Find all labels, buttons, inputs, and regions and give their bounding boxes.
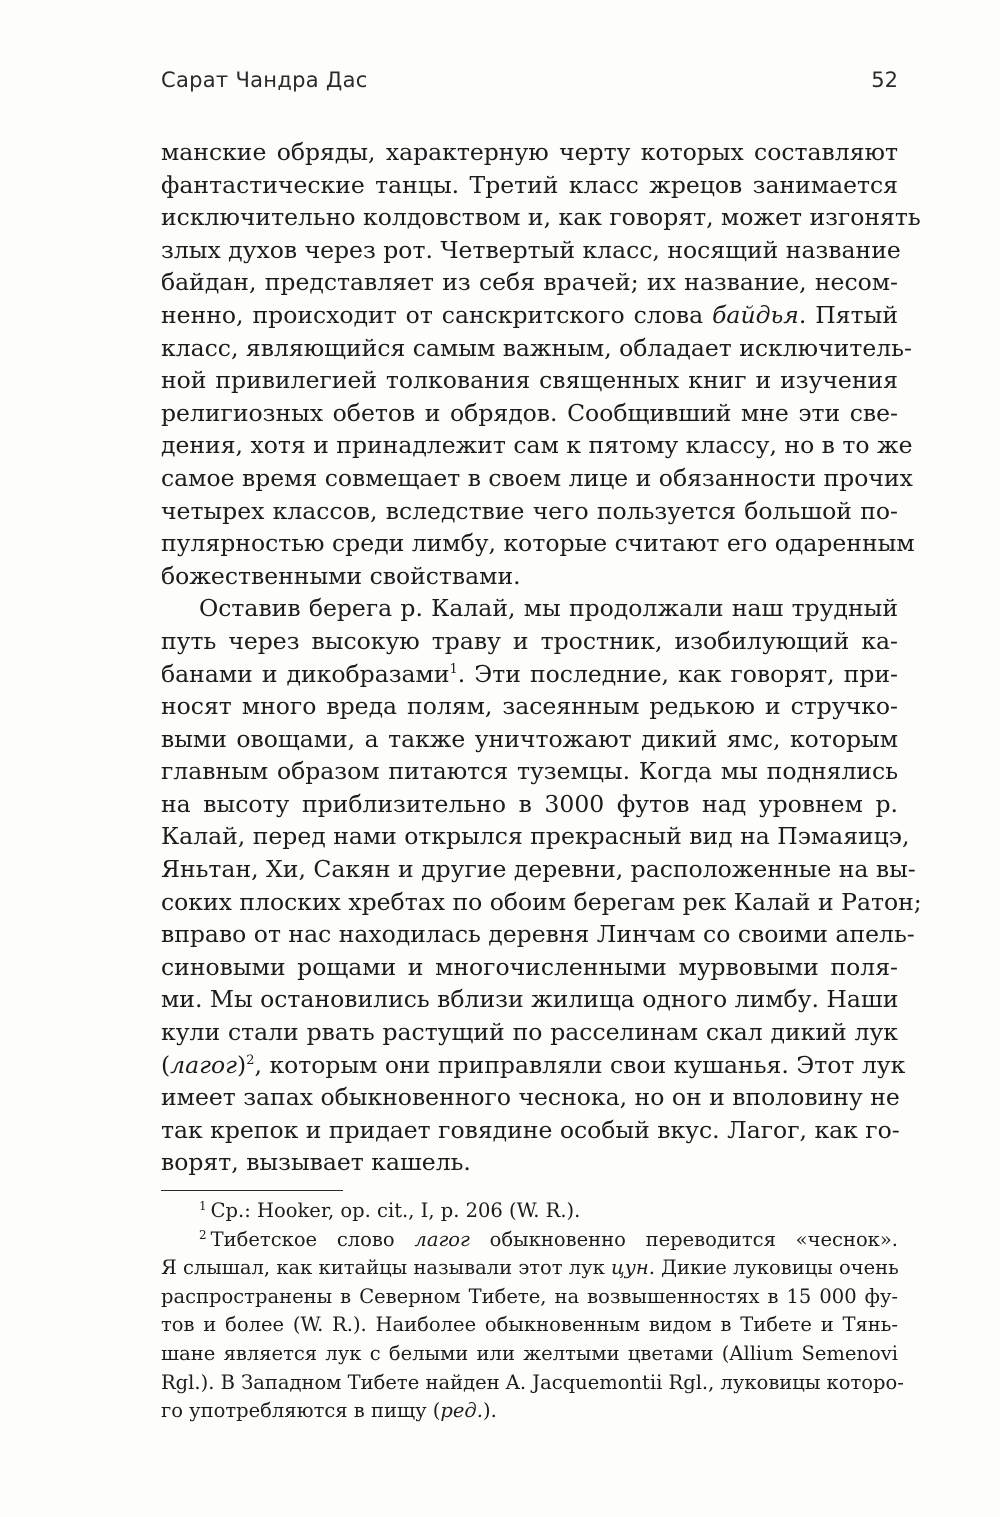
text-line: носят много вреда полям, засеянным редькою и стручко- xyxy=(161,692,898,721)
page-number: 52 xyxy=(871,68,898,92)
text-segment: ). xyxy=(482,1399,497,1423)
text-segment: банами и дикобразами xyxy=(161,659,450,688)
text-line: исключительно колдовством и, как говорят, может изгонять xyxy=(161,203,921,232)
main-text xyxy=(161,136,922,1179)
text-line xyxy=(161,1049,906,1082)
text-line: главным образом питаются туземцы. Когда мы поднялись xyxy=(161,757,898,786)
footnote-line: распространены в Северном Тибете, на возвышенностях в 15 000 фу- xyxy=(161,1284,898,1308)
italic-term: лагог xyxy=(414,1227,470,1251)
footnote-line: шане является лук с белыми или желтыми цветами (Allium Semenovi xyxy=(161,1341,898,1365)
text-segment: го употребляются в пищу ( xyxy=(161,1399,441,1423)
text-segment: Я слышал, как китайцы называли этот лук xyxy=(161,1256,612,1280)
footnote-line xyxy=(161,1254,898,1283)
text-line: ной привилегией толкования священных книг и изучения xyxy=(161,366,898,395)
text-segment: ) xyxy=(237,1050,247,1079)
text-line: пулярностью среди лимбу, которые считают его одаренным xyxy=(161,529,915,558)
italic-term: цун xyxy=(611,1256,649,1280)
text-segment: . Эти последние, как говорят, при- xyxy=(457,659,898,688)
footnote-1 xyxy=(161,1197,898,1226)
text-line: манские обряды, характерную черту которых составляют xyxy=(161,138,898,166)
text-line: ворят, вызывает кашель. xyxy=(161,1148,471,1177)
footnote-line: тов и более (W. R.). Наиболее обыкновенным видом в Тибете и Тянь- xyxy=(161,1313,898,1337)
text-segment: Тибетское слово xyxy=(210,1227,415,1251)
footnote-line xyxy=(161,1226,898,1255)
text-line: злых духов через рот. Четвертый класс, носящий название xyxy=(161,235,901,264)
footnote-text: Ср.: Hooker, op. cit., I, p. 206 (W. R.). xyxy=(210,1199,581,1222)
text-line: Калай, перед нами открылся прекрасный вид на Пэмаяицэ, xyxy=(161,822,910,851)
text-segment: . Пятый xyxy=(798,300,898,329)
footnote-ref-1[interactable]: 1 xyxy=(449,661,458,677)
text-line: байдан, представляет из себя врачей; их название, несом- xyxy=(161,268,898,297)
footnote-2 xyxy=(161,1226,904,1426)
text-segment: ненно, происходит от санскритского слова xyxy=(161,300,713,329)
footnote-mark: 1 xyxy=(199,1199,207,1213)
text-line: путь через высокую траву и тростник, изобилующий ка- xyxy=(161,626,898,655)
text-line: фантастические танцы. Третий класс жрецов занимается xyxy=(161,170,898,199)
text-line: Яньтан, Хи, Сакян и другие деревни, расположенные на вы- xyxy=(161,855,916,884)
footnote-divider xyxy=(161,1190,343,1191)
text-segment: ( xyxy=(161,1050,171,1079)
text-line: соких плоских хребтах по обоим берегам рек Калай и Ратон; xyxy=(161,887,922,916)
text-line: Оставив берега р. Калай, мы продолжали наш трудный xyxy=(199,594,898,623)
text-line: на высоту приблизительно в 3000 футов над уровнем р. xyxy=(161,789,898,818)
text-line: вправо от нас находилась деревня Линчам со своими апель- xyxy=(161,920,915,949)
paragraph-2 xyxy=(161,592,922,1179)
text-line: самое время совмещает в своем лице и обязанности прочих xyxy=(161,463,913,492)
text-line: кули стали рвать растущий по расселинам скал дикий лук xyxy=(161,1018,898,1047)
italic-term: ред. xyxy=(440,1399,483,1423)
footnote-mark: 2 xyxy=(199,1227,207,1242)
text-segment: , которым они приправляли свои кушанья. Этот лук xyxy=(254,1050,906,1079)
page-header xyxy=(161,68,898,102)
text-line: религиозных обетов и обрядов. Сообщивший мне эти све- xyxy=(161,398,898,427)
text-line: имеет запах обыкновенного чеснока, но он и вполовину не xyxy=(161,1083,900,1112)
text-line: божественными свойствами. xyxy=(161,561,521,590)
footnotes xyxy=(161,1197,904,1426)
text-line: выми овощами, а также уничтожают дикий ямс, которым xyxy=(161,724,898,753)
footnote-ref-2[interactable]: 2 xyxy=(246,1052,255,1068)
paragraph-1 xyxy=(161,136,921,592)
text-line: так крепок и придает говядине особый вкус. Лагог, как го- xyxy=(161,1115,900,1144)
text-segment: . Дикие луковицы очень xyxy=(648,1256,899,1280)
running-title: Сарат Чандра Дас xyxy=(161,68,368,92)
text-line: дения, хотя и принадлежит сам к пятому классу, но в то же xyxy=(161,431,913,460)
text-line: ми. Мы остановились вблизи жилища одного лимбу. Наши xyxy=(161,985,899,1014)
text-line: класс, являющийся самым важным, обладает исключитель- xyxy=(161,333,912,362)
footnote-line xyxy=(161,1397,898,1426)
italic-term: байдья xyxy=(712,300,799,329)
text-segment: обыкновенно переводится «чеснок». xyxy=(469,1227,899,1251)
text-line xyxy=(161,658,898,691)
text-line: синовыми рощами и многочисленными мурвовыми поля- xyxy=(161,952,898,981)
text-line: четырех классов, вследствие чего пользуется большой по- xyxy=(161,496,898,525)
text-line xyxy=(161,299,898,332)
italic-term: лагог xyxy=(170,1050,238,1079)
footnote-line: Rgl.). В Западном Тибете найден A. Jacquemontii Rgl., луковицы которо- xyxy=(161,1370,904,1394)
